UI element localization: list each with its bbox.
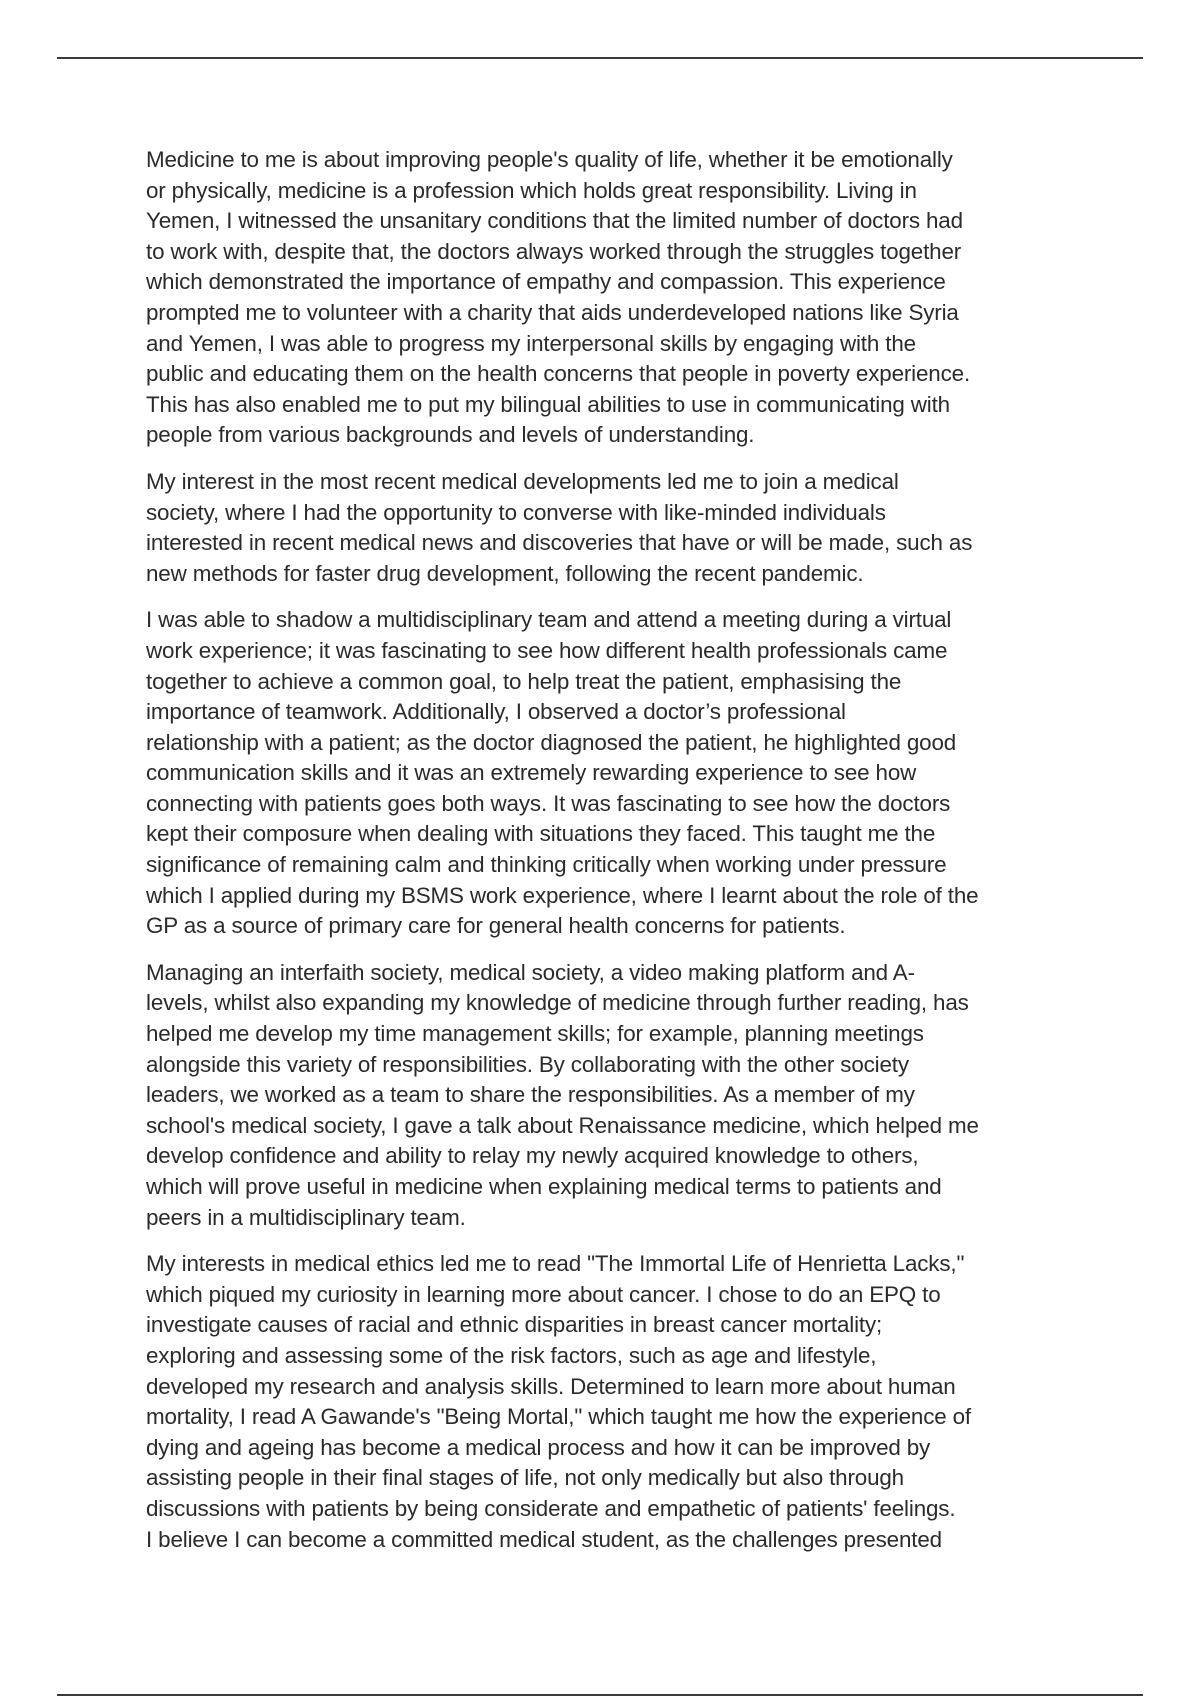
text-line: I believe I can become a committed medical student, as the challenges presented bbox=[146, 1526, 942, 1552]
text-line: and Yemen, I was able to progress my interpersonal skills by engaging with the bbox=[146, 330, 916, 356]
paragraph bbox=[146, 145, 1066, 451]
text-line: people from various backgrounds and levels of understanding. bbox=[146, 422, 755, 448]
text-line: assisting people in their final stages of life, not only medically but also through bbox=[146, 1465, 904, 1491]
text-line: new methods for faster drug development, following the recent pandemic. bbox=[146, 560, 864, 586]
text-line: leaders, we worked as a team to share the responsibilities. As a member of my bbox=[146, 1082, 915, 1108]
text-line: to work with, despite that, the doctors always worked through the struggles together bbox=[146, 238, 962, 264]
text-line: investigate causes of racial and ethnic disparities in breast cancer mortality; bbox=[146, 1312, 883, 1338]
text-line: kept their composure when dealing with situations they faced. This taught me the bbox=[146, 821, 936, 847]
text-line: I was able to shadow a multidisciplinary team and attend a meeting during a virtual bbox=[146, 607, 952, 633]
text-line: which will prove useful in medicine when explaining medical terms to patients and bbox=[146, 1174, 942, 1199]
text-line: work experience; it was fascinating to see how different health professionals came bbox=[146, 637, 948, 663]
text-line: importance of teamwork. Additionally, I observed a doctor’s professional bbox=[146, 699, 846, 725]
text-line: My interests in medical ethics led me to read "The Immortal Life of Henrietta Lacks," bbox=[146, 1251, 965, 1277]
paragraph bbox=[146, 958, 1066, 1233]
text-line: together to achieve a common goal, to help treat the patient, emphasising the bbox=[146, 668, 902, 694]
text-line: society, where I had the opportunity to converse with like-minded individuals bbox=[146, 499, 886, 525]
text-line: developed my research and analysis skills. Determined to learn more about human bbox=[146, 1373, 956, 1399]
text-line: mortality, I read A Gawande's "Being Mortal," which taught me how the experience of bbox=[146, 1404, 972, 1430]
bottom-rule bbox=[57, 1694, 1143, 1696]
text-line: prompted me to volunteer with a charity that aids underdeveloped nations like Syria bbox=[146, 299, 959, 325]
text-line: connecting with patients goes both ways. It was fascinating to see how the doctors bbox=[146, 790, 951, 816]
text-line: My interest in the most recent medical developments led me to join a medical bbox=[146, 468, 899, 494]
text-line: peers in a multidisciplinary team. bbox=[146, 1204, 466, 1230]
text-line: alongside this variety of responsibilities. By collaborating with the other society bbox=[146, 1051, 909, 1077]
text-line: communication skills and it was an extremely rewarding experience to see how bbox=[146, 760, 917, 786]
text-line: Yemen, I witnessed the unsanitary conditions that the limited number of doctors had bbox=[146, 208, 963, 234]
text-line: develop confidence and ability to relay my newly acquired knowledge to others, bbox=[146, 1143, 919, 1169]
text-line: This has also enabled me to put my bilingual abilities to use in communicating with bbox=[146, 391, 950, 417]
text-line: public and educating them on the health concerns that people in poverty experience. bbox=[146, 361, 971, 387]
text-line: which demonstrated the importance of empathy and compassion. This experience bbox=[146, 269, 946, 295]
text-line: school's medical society, I gave a talk about Renaissance medicine, which helped me bbox=[146, 1112, 979, 1138]
paragraph bbox=[146, 605, 1066, 942]
text-line: which I applied during my BSMS work experience, where I learnt about the role of the bbox=[146, 882, 979, 908]
text-line: dying and ageing has become a medical process and how it can be improved by bbox=[146, 1434, 931, 1460]
text-line: discussions with patients by being considerate and empathetic of patients' feelings. bbox=[146, 1495, 956, 1521]
text-line: helped me develop my time management skills; for example, planning meetings bbox=[146, 1021, 924, 1047]
text-line: exploring and assessing some of the risk factors, such as age and lifestyle, bbox=[146, 1342, 877, 1368]
document-body bbox=[146, 145, 1066, 1571]
text-line: interested in recent medical news and discoveries that have or will be made, such as bbox=[146, 530, 973, 556]
text-line: significance of remaining calm and thinking critically when working under pressure bbox=[146, 852, 947, 878]
paragraph bbox=[146, 467, 1066, 589]
text-line: GP as a source of primary care for general health concerns for patients. bbox=[146, 913, 846, 939]
paragraph bbox=[146, 1249, 1066, 1555]
text-line: which piqued my curiosity in learning more about cancer. I chose to do an EPQ to bbox=[146, 1281, 941, 1307]
text-line: Managing an interfaith society, medical society, a video making platform and A- bbox=[146, 959, 915, 985]
text-line: relationship with a patient; as the doctor diagnosed the patient, he highlighted good bbox=[146, 729, 957, 755]
top-rule bbox=[57, 57, 1143, 59]
text-line: or physically, medicine is a profession which holds great responsibility. Living in bbox=[146, 177, 917, 203]
text-line: Medicine to me is about improving people's quality of life, whether it be emotionally bbox=[146, 147, 953, 172]
text-line: levels, whilst also expanding my knowledge of medicine through further reading, has bbox=[146, 990, 969, 1016]
